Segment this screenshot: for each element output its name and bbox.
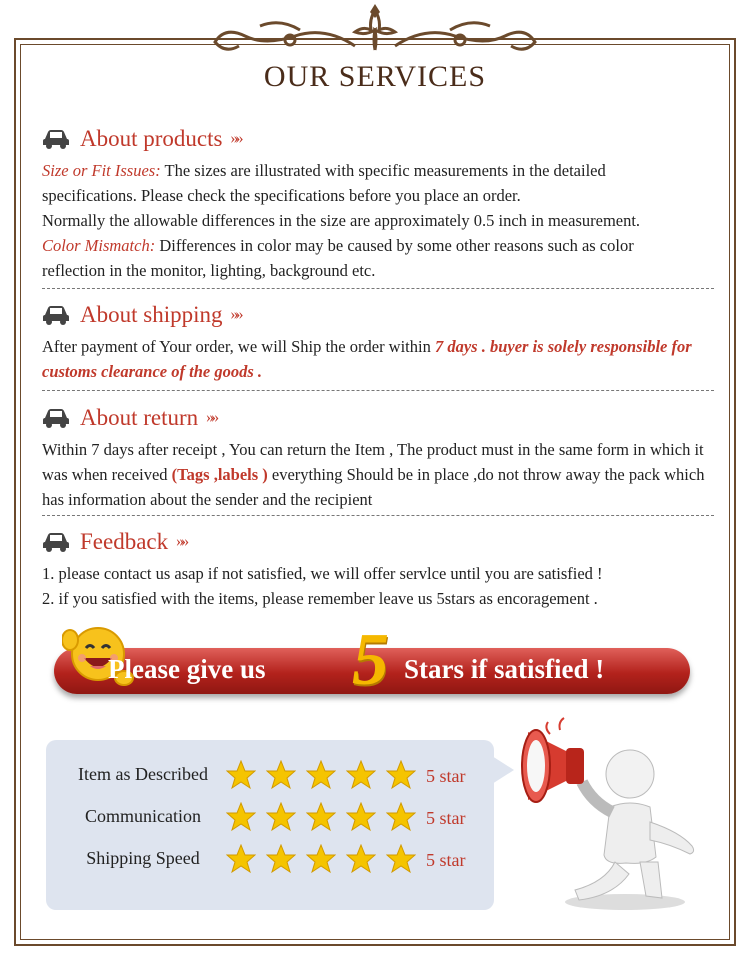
page-title: OUR SERVICES bbox=[263, 60, 487, 93]
section-about-shipping bbox=[42, 300, 714, 384]
double-chevron-icon: »» bbox=[230, 306, 241, 323]
section-divider bbox=[42, 515, 714, 516]
feedback-line: 2. if you satisfied with the items, please remember leave us 5stars as encoragement . bbox=[42, 589, 598, 608]
star-icon bbox=[386, 802, 416, 832]
star-icon bbox=[386, 844, 416, 874]
section-title: Feedback bbox=[80, 529, 169, 554]
section-divider bbox=[42, 390, 714, 391]
return-highlight: (Tags ,labels ) bbox=[171, 465, 268, 484]
size-issue-label: Size or Fit Issues: bbox=[42, 161, 161, 180]
car-icon bbox=[42, 129, 70, 149]
banner-text-right: Stars if satisfied ! bbox=[404, 654, 605, 684]
star-icon bbox=[266, 760, 296, 790]
car-icon bbox=[42, 408, 70, 428]
star-icon bbox=[226, 802, 256, 832]
star-rating bbox=[226, 844, 426, 874]
body-line: specifications. Please check the specifications before you place an order. bbox=[42, 186, 521, 205]
rating-value: 5 star bbox=[426, 850, 466, 870]
car-icon bbox=[42, 532, 70, 552]
star-icon bbox=[346, 802, 376, 832]
section-header bbox=[42, 300, 714, 330]
rating-label: Shipping Speed bbox=[86, 848, 200, 868]
star-rating bbox=[226, 760, 426, 790]
section-title: About return bbox=[80, 405, 199, 430]
body-text: After payment of Your order, we will Ship the order within bbox=[42, 337, 435, 356]
star-rating bbox=[226, 802, 426, 832]
feedback-line: 1. please contact us asap if not satisfied, we will offer servlce until you are satisfied ! bbox=[42, 564, 603, 583]
rating-value: 5 star bbox=[426, 766, 466, 786]
section-body bbox=[42, 437, 714, 512]
star-icon bbox=[386, 760, 416, 790]
rating-label: Item as Described bbox=[78, 764, 208, 784]
section-header bbox=[42, 124, 714, 154]
banner-number: 5 bbox=[352, 619, 389, 701]
section-about-products bbox=[42, 124, 714, 283]
banner-text-left: Please give us bbox=[108, 654, 266, 684]
double-chevron-icon: »» bbox=[230, 130, 241, 147]
rating-label: Communication bbox=[85, 806, 201, 826]
rating-row-communication bbox=[46, 800, 494, 836]
section-title: About shipping bbox=[80, 302, 223, 327]
body-line: Differences in color may be caused by some other reasons such as color bbox=[155, 236, 634, 255]
section-body bbox=[42, 561, 714, 611]
star-icon bbox=[266, 802, 296, 832]
section-about-return bbox=[42, 403, 714, 512]
body-line: The sizes are illustrated with specific measurements in the detailed bbox=[160, 161, 606, 180]
star-icon bbox=[226, 760, 256, 790]
rating-value: 5 star bbox=[426, 808, 466, 828]
body-text: Within 7 days after receipt , You can return the Item , The product must in the same form in which it was when received bbox=[42, 440, 704, 484]
section-divider bbox=[42, 288, 714, 289]
section-body bbox=[42, 158, 714, 283]
body-line: Normally the allowable differences in the size are approximately 0.5 inch in measurement. bbox=[42, 211, 641, 230]
star-icon bbox=[306, 844, 336, 874]
star-icon bbox=[266, 844, 296, 874]
car-icon bbox=[42, 305, 70, 325]
double-chevron-icon: »» bbox=[176, 533, 187, 550]
section-feedback bbox=[42, 527, 714, 611]
section-header bbox=[42, 403, 714, 433]
speech-bubble-tail bbox=[492, 756, 514, 784]
star-icon bbox=[226, 844, 256, 874]
section-header bbox=[42, 527, 714, 557]
star-icon bbox=[306, 760, 336, 790]
section-body bbox=[42, 334, 714, 384]
body-text: everything Should be in place ,do not throw away the pack which has information about the sender and the recipient bbox=[42, 465, 705, 509]
rating-row-item-as-described bbox=[46, 758, 494, 794]
star-icon bbox=[306, 802, 336, 832]
shipping-highlight: 7 days . buyer is solely responsible for customs clearance of the goods . bbox=[42, 337, 692, 381]
star-icon bbox=[346, 844, 376, 874]
rating-row-shipping-speed bbox=[46, 842, 494, 878]
body-line: reflection in the monitor, lighting, background etc. bbox=[42, 261, 376, 280]
section-title: About products bbox=[80, 126, 223, 151]
megaphone-figure-illustration bbox=[520, 712, 720, 912]
color-mismatch-label: Color Mismatch: bbox=[42, 236, 156, 255]
double-chevron-icon: »» bbox=[206, 409, 217, 426]
star-icon bbox=[346, 760, 376, 790]
